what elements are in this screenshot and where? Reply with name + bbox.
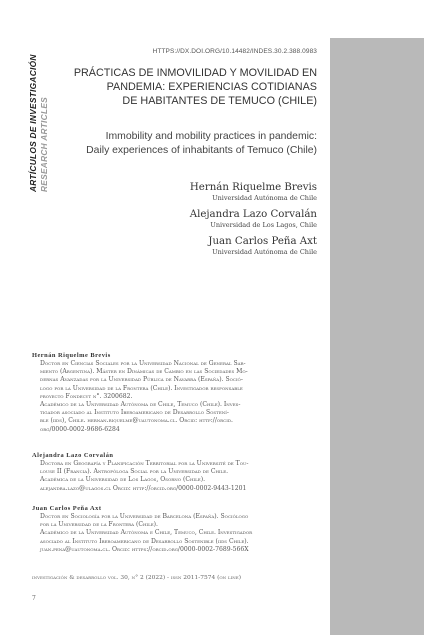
bio-line: ble (iids), Chile. hernan.riquelme@uautonoma.cl. Orcid: http://orcid. bbox=[40, 417, 233, 425]
bio-line: Doctor en Sociología por la Universidad de Barcelona (España). Sociólogo bbox=[40, 513, 249, 520]
title-en-line: Daily experiences of inhabitants of Temuco (Chile) bbox=[86, 145, 317, 156]
bio-line: logo por la Universidad de la Frontera (Chile). Investigador responsable bbox=[40, 384, 243, 392]
bio-line: Doctor en Ciencias Sociales por la Universidad Nacional de General Sar- bbox=[40, 360, 246, 367]
bio-line: org/0000-0002-9686-6284 bbox=[40, 425, 120, 433]
bio-name: Juan Carlos Peña Axt bbox=[32, 505, 102, 512]
author-block bbox=[97, 181, 317, 203]
journal-footer: investigación & desarrollo vol. 30, n° 2 (2022) - issn 2011-7574 (on line) bbox=[32, 575, 242, 581]
bio-line: Académica de la Universidad de Los Lagos, Osorno (Chile). bbox=[40, 476, 206, 484]
author-block bbox=[97, 208, 317, 230]
bio-line: Académico de la Universidad Autónoma de Chile, Temuco (Chile). Inves- bbox=[40, 401, 241, 409]
doi-link[interactable]: HTTPS://DX.DOI.ORG/10.14482/INDES.30.2.388.0983 bbox=[152, 48, 317, 55]
bio-line: Académico de la Universidad Autónoma e Chile, Temuco, Chile. Investigador bbox=[40, 529, 253, 537]
bio-line: alejandra.lazo@ulagos.cl Orcid: http://orcid.org/0000-0002-9443-1201 bbox=[40, 484, 247, 492]
page-number: 7 bbox=[32, 595, 36, 602]
bio-line: miento (Argentina). Máster en Dinámicas de Cambio en las Sociedades Mo- bbox=[40, 368, 248, 376]
title-spanish bbox=[57, 66, 317, 108]
bio-line: asociado al Instituto Iberoamericano de Desarrollo Sostenible (iids Chile). bbox=[40, 537, 249, 545]
bio-text bbox=[40, 360, 318, 434]
author-affiliation: Universidad Autónoma de Chile bbox=[212, 194, 317, 202]
author-name: Hernán Riquelme Brevis bbox=[189, 182, 317, 193]
grey-side-band bbox=[330, 38, 424, 635]
bio-name: Alejandra Lazo Corvalán bbox=[32, 452, 114, 459]
section-label bbox=[28, 42, 56, 192]
bio-line: louse II (Francia). Antropóloga Social por la Universidad de Chile. bbox=[40, 468, 229, 476]
title-english bbox=[57, 130, 317, 158]
bio-line: por la Universidad de la Frontera (Chile). bbox=[40, 521, 158, 529]
bio-name: Hernán Riquelme Brevis bbox=[32, 352, 111, 359]
author-affiliation: Universidad Autónoma de Chile bbox=[212, 248, 317, 256]
bio-line: Doctora en Geografía y Planificación Territorial por la Université de Tou- bbox=[40, 460, 249, 467]
author-bio bbox=[32, 451, 318, 493]
section-label-en: RESEARCH ARTICLES bbox=[39, 97, 49, 192]
bio-line: tigador asociado al Instituto Iberoamericano de Desarrollo Sostení- bbox=[40, 409, 229, 417]
author-bio bbox=[32, 351, 318, 434]
title-es-line: DE HABITANTES DE TEMUCO (CHILE) bbox=[122, 95, 317, 107]
author-name: Alejandra Lazo Corvalán bbox=[189, 209, 317, 220]
section-label-es: ARTÍCULOS DE INVESTIGACIÓN bbox=[28, 54, 38, 192]
bio-text bbox=[40, 460, 318, 493]
title-en-line: Immobility and mobility practices in pandemic: bbox=[105, 131, 317, 142]
bio-line: juan.pena@uautonoma.cl. Orcid: https://orcid.org/0000-0002-7689-566X bbox=[40, 545, 249, 553]
bio-line: proyecto Fondecyt n°. 3200682. bbox=[40, 392, 133, 400]
title-es-line: PANDEMIA: EXPERIENCIAS COTIDIANAS bbox=[106, 81, 317, 93]
bio-line: dernas Avanzadas por la Universidad Pública de Navarra (España). Soció- bbox=[40, 376, 243, 384]
author-bio bbox=[32, 504, 318, 554]
author-affiliation: Universidad de Los Lagos, Chile bbox=[210, 221, 317, 229]
title-es-line: PRÁCTICAS DE INMOVILIDAD Y MOVILIDAD EN bbox=[73, 67, 317, 79]
author-name: Juan Carlos Peña Axt bbox=[208, 236, 317, 247]
author-block bbox=[97, 235, 317, 257]
bio-text bbox=[40, 513, 318, 554]
